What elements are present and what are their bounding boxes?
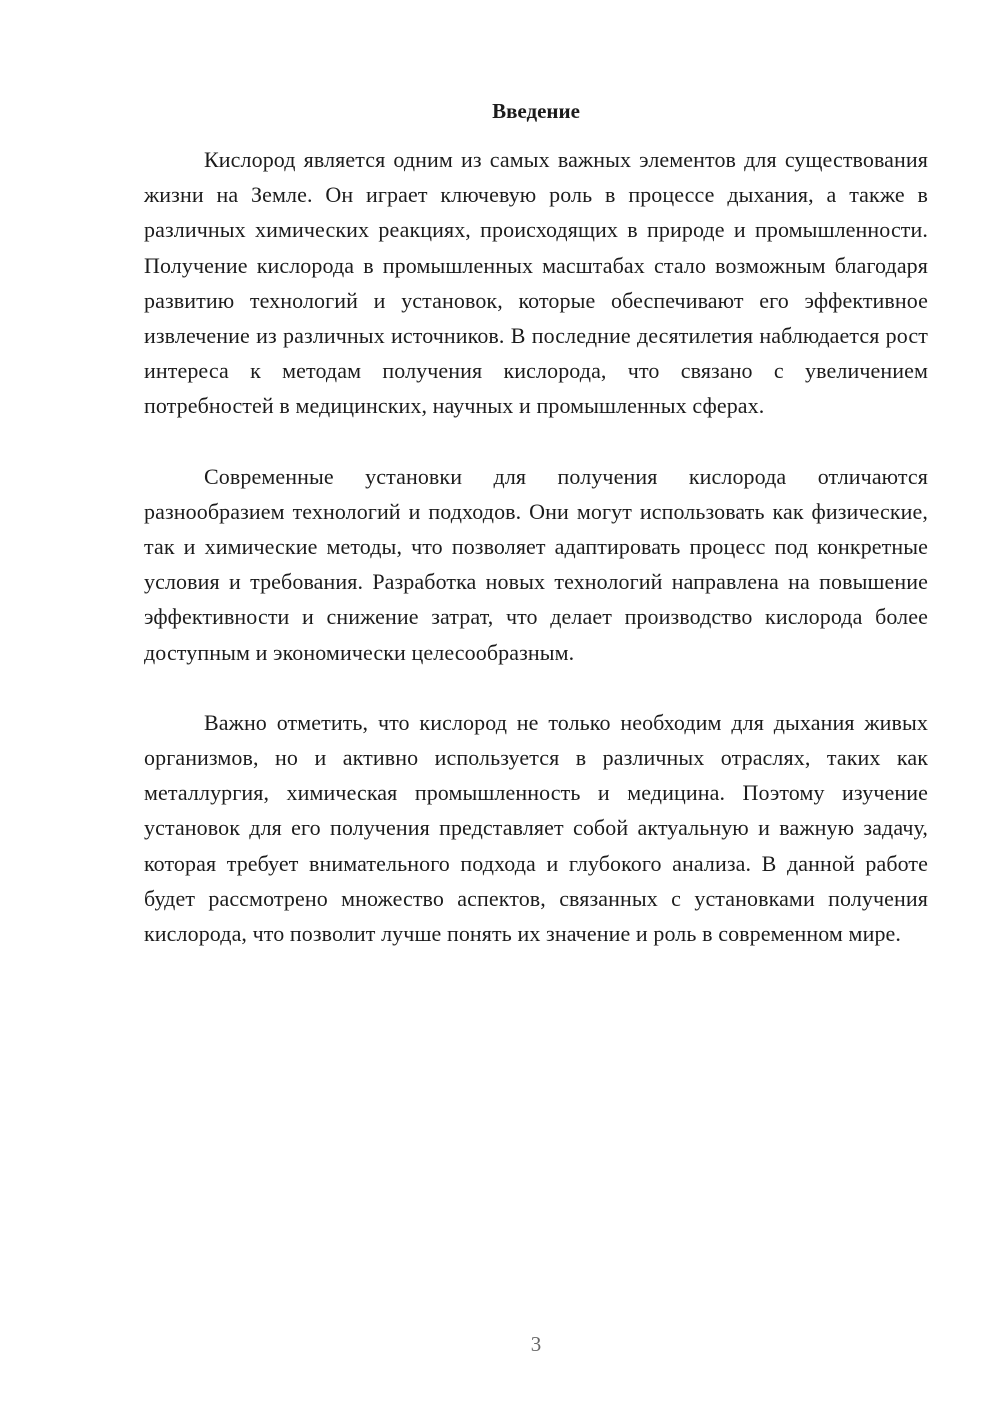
- page-title: Введение: [492, 99, 580, 123]
- document-body: [144, 142, 928, 986]
- paragraph-3: Важно отметить, что кислород не только необходим для дыхания живых организмов, но и активно используется в различных отраслях, таких как металлургия, химическая промышленность и медицина. Поэтому изучение установок для его получения представляет собой актуальную и важную задачу, которая требует внимательного подхода и глубокого анализа. В данной работе будет рассмотрено множество аспектов, связанных с установками получения кислорода, что позволит лучше понять их значение и роль в современном мире.: [144, 709, 928, 947]
- paragraph-2: Современные установки для получения кислорода отличаются разнообразием технологий и подходов. Они могут использовать как физические, так и химические методы, что позволяет адаптировать процесс под конкретные условия и требования. Разработка новых технологий направлена на повышение эффективности и снижение затрат, что делает производство кислорода более доступным и экономически целесообразным.: [144, 463, 928, 665]
- paragraph-1: Кислород является одним из самых важных элементов для существования жизни на Земле. Он играет ключевую роль в процессе дыхания, а также в различных химических реакциях, происходящих в природе и промышленности. Получение кислорода в промышленных масштабах стало возможным благодаря развитию технологий и установок, которые обеспечивают его эффективное извлечение из различных источников. В последние десятилетия наблюдается рост интереса к методам получения кислорода, что связано с увеличением потребностей в медицинских, научных и промышленных сферах.: [144, 147, 928, 419]
- page-number: 3: [530, 1332, 542, 1356]
